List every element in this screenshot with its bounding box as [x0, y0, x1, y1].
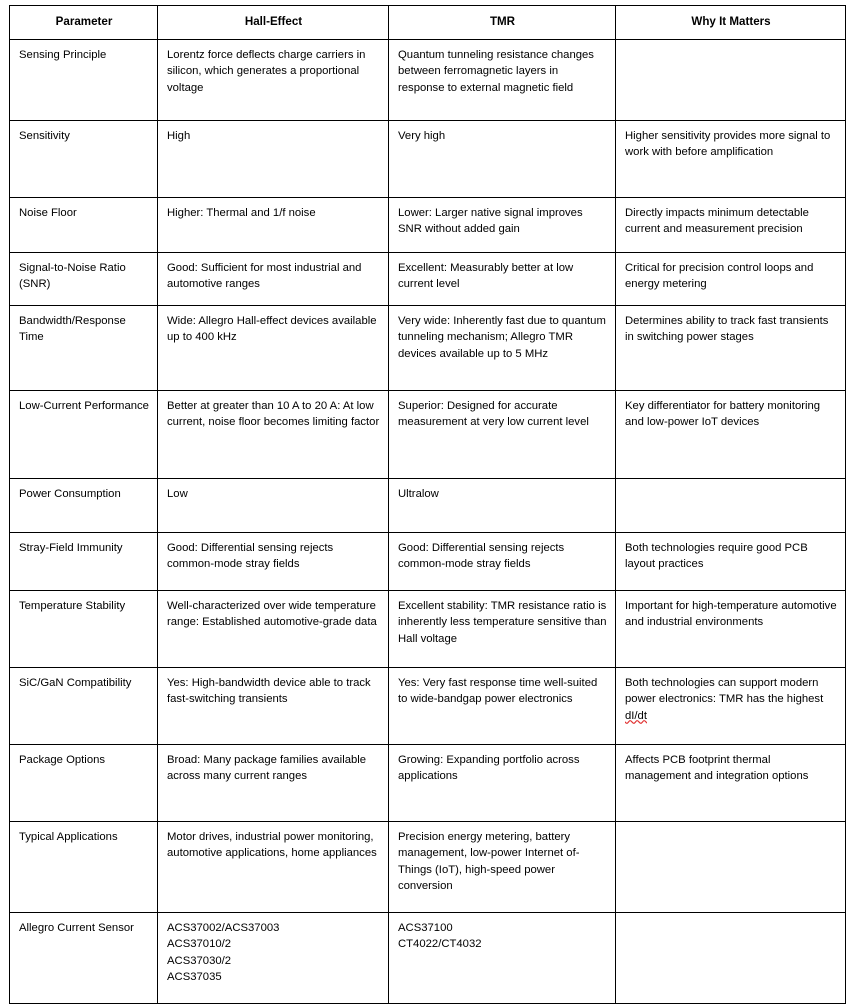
- cell-parameter: Bandwidth/Response Time: [10, 305, 158, 390]
- cell-hall-effect: Wide: Allegro Hall-effect devices available up to 400 kHz: [158, 305, 389, 390]
- cell-parameter: Typical Applications: [10, 821, 158, 912]
- cell-tmr: Precision energy metering, battery management, low-power Internet of-Things (IoT), high-speed power conversion: [389, 821, 616, 912]
- cell-why-it-matters: Directly impacts minimum detectable current and measurement precision: [616, 197, 846, 252]
- cell-hall-effect: Good: Differential sensing rejects common-mode stray fields: [158, 532, 389, 590]
- table-row: [10, 120, 846, 197]
- cell-hall-effect: Yes: High-bandwidth device able to track fast-switching transients: [158, 667, 389, 744]
- cell-why-it-matters: [616, 667, 846, 744]
- cell-parameter: Noise Floor: [10, 197, 158, 252]
- comparison-table-container: [9, 5, 845, 1004]
- cell-why-it-matters: Important for high-temperature automotive and industrial environments: [616, 590, 846, 667]
- cell-line: ACS37100: [398, 921, 453, 934]
- column-header-parameter: Parameter: [10, 6, 158, 40]
- table-row: [10, 667, 846, 744]
- cell-why-it-matters: [616, 39, 846, 120]
- table-header-row: [10, 6, 846, 40]
- table-row: [10, 821, 846, 912]
- cell-tmr: Good: Differential sensing rejects common-mode stray fields: [389, 532, 616, 590]
- cell-parameter: Sensing Principle: [10, 39, 158, 120]
- cell-hall-effect: Well-characterized over wide temperature range: Established automotive-grade data: [158, 590, 389, 667]
- table-row: [10, 478, 846, 532]
- cell-hall-effect: Better at greater than 10 A to 20 A: At low current, noise floor becomes limiting factor: [158, 390, 389, 478]
- column-header-tmr: TMR: [389, 6, 616, 40]
- cell-tmr: Excellent stability: TMR resistance ratio is inherently less temperature sensitive than Hall voltage: [389, 590, 616, 667]
- cell-tmr: Ultralow: [389, 478, 616, 532]
- table-body: [10, 39, 846, 1003]
- cell-hall-effect: Low: [158, 478, 389, 532]
- table-row: [10, 532, 846, 590]
- cell-why-it-matters: Determines ability to track fast transients in switching power stages: [616, 305, 846, 390]
- table-row: [10, 197, 846, 252]
- cell-tmr: Quantum tunneling resistance changes between ferromagnetic layers in response to external magnetic field: [389, 39, 616, 120]
- cell-why-it-matters: Both technologies require good PCB layout practices: [616, 532, 846, 590]
- cell-parameter: Temperature Stability: [10, 590, 158, 667]
- cell-tmr: Lower: Larger native signal improves SNR without added gain: [389, 197, 616, 252]
- cell-line: ACS37010/2: [167, 938, 232, 950]
- cell-parameter: Package Options: [10, 744, 158, 821]
- table-row: [10, 305, 846, 390]
- cell-tmr: Very high: [389, 120, 616, 197]
- cell-line: ACS37002/ACS37003: [167, 921, 280, 934]
- cell-parameter: Stray-Field Immunity: [10, 532, 158, 590]
- cell-why-it-matters: [616, 478, 846, 532]
- table-row: [10, 912, 846, 1003]
- cell-why-it-matters: Critical for precision control loops and energy metering: [616, 252, 846, 305]
- table-row: [10, 744, 846, 821]
- cell-parameter: Power Consumption: [10, 478, 158, 532]
- cell-hall-effect: High: [158, 120, 389, 197]
- cell-why-it-matters: [616, 912, 846, 1003]
- column-header-why-it-matters: Why It Matters: [616, 6, 846, 40]
- cell-hall-effect: Lorentz force deflects charge carriers in silicon, which generates a proportional voltage: [158, 39, 389, 120]
- cell-why-it-matters: [616, 821, 846, 912]
- cell-tmr: Yes: Very fast response time well-suited to wide-bandgap power electronics: [389, 667, 616, 744]
- cell-tmr: [389, 912, 616, 1003]
- cell-why-it-matters: Higher sensitivity provides more signal to work with before amplification: [616, 120, 846, 197]
- cell-parameter: SiC/GaN Compatibility: [10, 667, 158, 744]
- cell-parameter: Signal-to-Noise Ratio (SNR): [10, 252, 158, 305]
- cell-hall-effect: Broad: Many package families available across many current ranges: [158, 744, 389, 821]
- cell-tmr: Growing: Expanding portfolio across applications: [389, 744, 616, 821]
- cell-hall-effect: Higher: Thermal and 1/f noise: [158, 197, 389, 252]
- table-row: [10, 39, 846, 120]
- cell-why-it-matters: Affects PCB footprint thermal management and integration options: [616, 744, 846, 821]
- cell-hall-effect: [158, 912, 389, 1003]
- cell-tmr: Very wide: Inherently fast due to quantum tunneling mechanism; Allegro TMR devices available up to 5 MHz: [389, 305, 616, 390]
- cell-hall-effect: Good: Sufficient for most industrial and automotive ranges: [158, 252, 389, 305]
- hall-effect-vs-tmr-comparison-table: [9, 5, 846, 1004]
- cell-parameter: Low-Current Performance: [10, 390, 158, 478]
- column-header-hall-effect: Hall-Effect: [158, 6, 389, 40]
- cell-line: CT4022/CT4032: [398, 938, 482, 950]
- spellcheck-flagged-term: dI/dt: [625, 709, 647, 722]
- cell-tmr: Excellent: Measurably better at low current level: [389, 252, 616, 305]
- cell-parameter: Sensitivity: [10, 120, 158, 197]
- table-row: [10, 390, 846, 478]
- table-header: [10, 6, 846, 40]
- cell-tmr: Superior: Designed for accurate measurement at very low current level: [389, 390, 616, 478]
- table-row: [10, 590, 846, 667]
- table-row: [10, 252, 846, 305]
- cell-line: ACS37035: [167, 971, 222, 983]
- cell-why-it-matters-text: Both technologies can support modern power electronics: TMR has the highest: [625, 676, 824, 705]
- cell-why-it-matters: Key differentiator for battery monitoring and low-power IoT devices: [616, 390, 846, 478]
- cell-line: ACS37030/2: [167, 954, 232, 967]
- cell-parameter: Allegro Current Sensor: [10, 912, 158, 1003]
- cell-hall-effect: Motor drives, industrial power monitoring, automotive applications, home appliances: [158, 821, 389, 912]
